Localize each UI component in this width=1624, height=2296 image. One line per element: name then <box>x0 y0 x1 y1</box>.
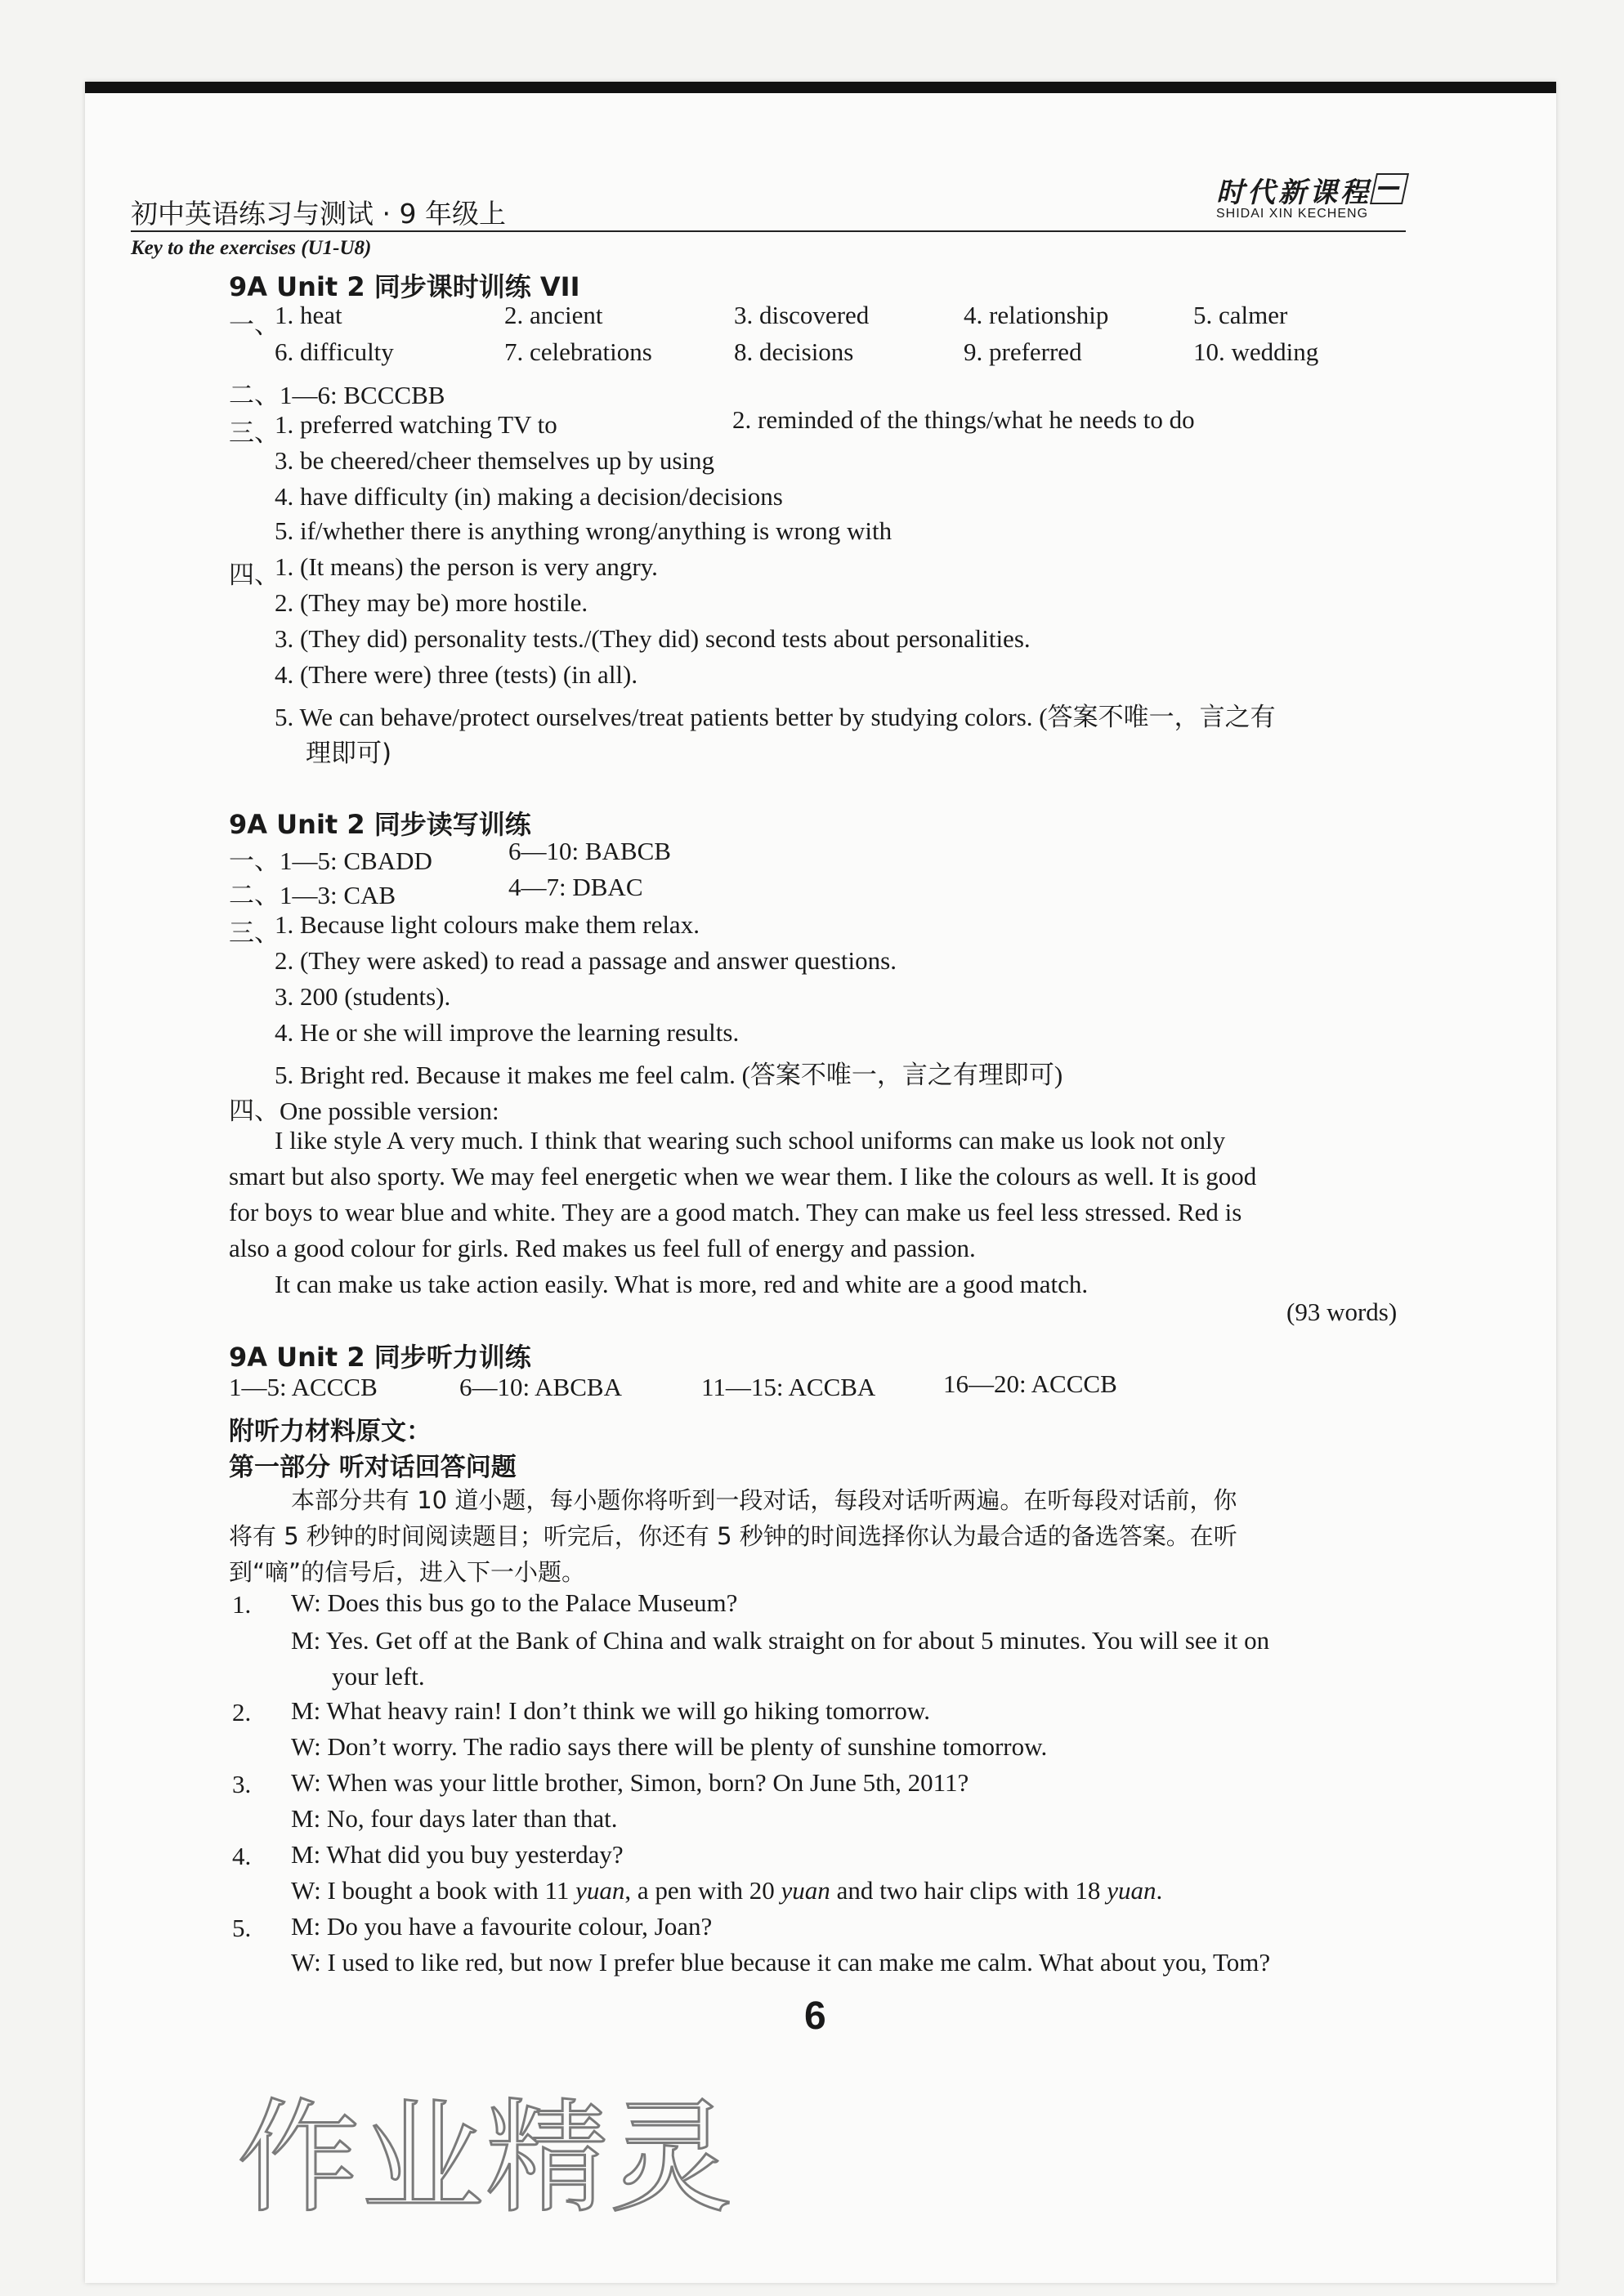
dialogue-line: M: No, four days later than that. <box>291 1804 618 1833</box>
part-label: 三、 <box>229 918 280 948</box>
essay-line: It can make us take action easily. What is more, red and white are a good match. <box>275 1270 1089 1298</box>
answer-line: 2. (They were asked) to read a passage and answer questions. <box>275 946 897 975</box>
answer-item: 10. wedding <box>1193 337 1319 366</box>
section-title-3: 9A Unit 2 同步听力训练 <box>229 1342 531 1373</box>
answer-line: 1. (It means) the person is very angry. <box>275 552 658 581</box>
answer-row <box>275 337 1423 367</box>
answer-item: 1. heat <box>275 301 342 329</box>
answer-line: 5. if/whether there is anything wrong/anything is wrong with <box>275 516 893 545</box>
answer-line: 四、One possible version: <box>229 1097 499 1125</box>
book-subtitle: Key to the exercises (U1-U8) <box>131 237 372 259</box>
answer-line: 4. have difficulty (in) making a decision/decisions <box>275 482 783 511</box>
answer-item: 7. celebrations <box>504 337 652 366</box>
book-title: 初中英语练习与测试 · 9 年级上 <box>131 198 506 230</box>
answer-line: 3. 200 (students). <box>275 982 451 1011</box>
essay-line: I like style A very much. I think that wearing such school uniforms can make us look not only <box>275 1126 1226 1155</box>
dialogue-line: M: Yes. Get off at the Bank of China and walk straight on for about 5 minutes. You will see it on <box>291 1626 1270 1655</box>
answer-line: 理即可) <box>306 739 392 768</box>
answer-item: 8. decisions <box>734 337 854 366</box>
dialogue-number: 3. <box>232 1770 252 1798</box>
part-heading: 第一部分 听对话回答问题 <box>229 1453 517 1482</box>
answer-item: 3. discovered <box>734 301 870 329</box>
essay-line: also a good colour for girls. Red makes us feel full of energy and passion. <box>229 1234 976 1262</box>
header-divider <box>131 230 1406 232</box>
answer-line: 4—7: DBAC <box>508 873 643 901</box>
answer-line: 1—5: ACCCB <box>229 1373 378 1401</box>
answer-line: 1. preferred watching TV to <box>275 410 557 439</box>
part-label: 一、 <box>229 310 280 340</box>
answer-line: 2. reminded of the things/what he needs to do <box>732 405 1195 434</box>
dialogue-number: 2. <box>232 1698 252 1726</box>
dialogue-line: W: I used to like red, but now I prefer blue because it can make me calm. What about you, Tom? <box>291 1948 1271 1977</box>
brand-logo <box>1216 170 1404 221</box>
answer-line: 2. (They may be) more hostile. <box>275 588 588 617</box>
brand-name: 时代新课程 <box>1216 176 1371 209</box>
word-count: (93 words) <box>1286 1298 1398 1326</box>
dialogue-number: 5. <box>232 1914 252 1942</box>
part-label: 三、 <box>229 418 280 448</box>
dialogue-number: 4. <box>232 1842 252 1870</box>
answer-line: 二、1—3: CAB <box>229 881 396 909</box>
brand-mark-icon <box>1370 173 1409 204</box>
answer-line: 16—20: ACCCB <box>943 1369 1117 1398</box>
answer-line: 5. Bright red. Because it makes me feel calm. (答案不唯一，言之有理即可) <box>275 1061 1063 1089</box>
essay-line: for boys to wear blue and white. They are a good match. They can make us feel less stressed. Red is <box>229 1198 1242 1226</box>
answer-item: 6. difficulty <box>275 337 394 366</box>
answer-line: 4. He or she will improve the learning results. <box>275 1018 740 1047</box>
transcript-label: 附听力材料原文： <box>229 1417 432 1446</box>
part-label: 四、 <box>229 561 280 590</box>
dialogue-line: W: Don’t worry. The radio says there will be plenty of sunshine tomorrow. <box>291 1732 1048 1761</box>
dialogue-line: W: I bought a book with 11 yuan, a pen with 20 yuan and two hair clips with 18 yuan. <box>291 1876 1163 1905</box>
answer-item: 9. preferred <box>964 337 1082 366</box>
section-title-1: 9A Unit 2 同步课时训练 VII <box>229 271 580 302</box>
dialogue-number: 1. <box>232 1590 252 1619</box>
answer-item: 2. ancient <box>504 301 603 329</box>
dialogue-line: M: What did you buy yesterday? <box>291 1840 624 1869</box>
answer-item: 5. calmer <box>1193 301 1288 329</box>
dialogue-line: M: What heavy rain! I don’t think we will go hiking tomorrow. <box>291 1696 931 1725</box>
answer-line: 一、1—5: CBADD <box>229 846 432 875</box>
answer-line: 6—10: BABCB <box>508 837 671 865</box>
dialogue-line: W: When was your little brother, Simon, born? On June 5th, 2011? <box>291 1768 969 1797</box>
answer-line: 6—10: ABCBA <box>459 1373 622 1401</box>
answer-line: 4. (There were) three (tests) (in all). <box>275 660 638 689</box>
answer-item: 4. relationship <box>964 301 1109 329</box>
answer-row <box>275 301 1423 330</box>
essay-line: smart but also sporty. We may feel energetic when we wear them. I like the colours as well. It is good <box>229 1162 1257 1190</box>
answer-line: 3. be cheered/cheer themselves up by using <box>275 446 715 475</box>
intro-line: 到“嘀”的信号后，进入下一小题。 <box>229 1558 586 1586</box>
answer-line: 5. We can behave/protect ourselves/treat patients better by studying colors. (答案不唯一，言之有 <box>275 703 1276 731</box>
page-number: 6 <box>804 1994 826 2038</box>
answer-line: 1. Because light colours make them relax. <box>275 910 700 939</box>
answer-line: 3. (They did) personality tests./(They did) second tests about personalities. <box>275 624 1031 653</box>
answer-line: 二、1—6: BCCCBB <box>229 381 445 409</box>
watermark: 作业精灵 <box>237 2088 735 2230</box>
dialogue-line: M: Do you have a favourite colour, Joan? <box>291 1912 713 1941</box>
brand-pinyin: SHIDAI XIN KECHENG <box>1216 207 1369 221</box>
dialogue-line: your left. <box>332 1662 425 1691</box>
intro-line: 将有 5 秒钟的时间阅读题目；听完后，你还有 5 秒钟的时间选择你认为最合适的备选答案。在听 <box>229 1522 1237 1550</box>
intro-line: 本部分共有 10 道小题，每小题你将听到一段对话，每段对话听两遍。在听每段对话前，你 <box>291 1486 1237 1514</box>
answer-line: 11—15: ACCBA <box>701 1373 876 1401</box>
section-title-2: 9A Unit 2 同步读写训练 <box>229 809 531 840</box>
dialogue-line: W: Does this bus go to the Palace Museum? <box>291 1588 738 1617</box>
